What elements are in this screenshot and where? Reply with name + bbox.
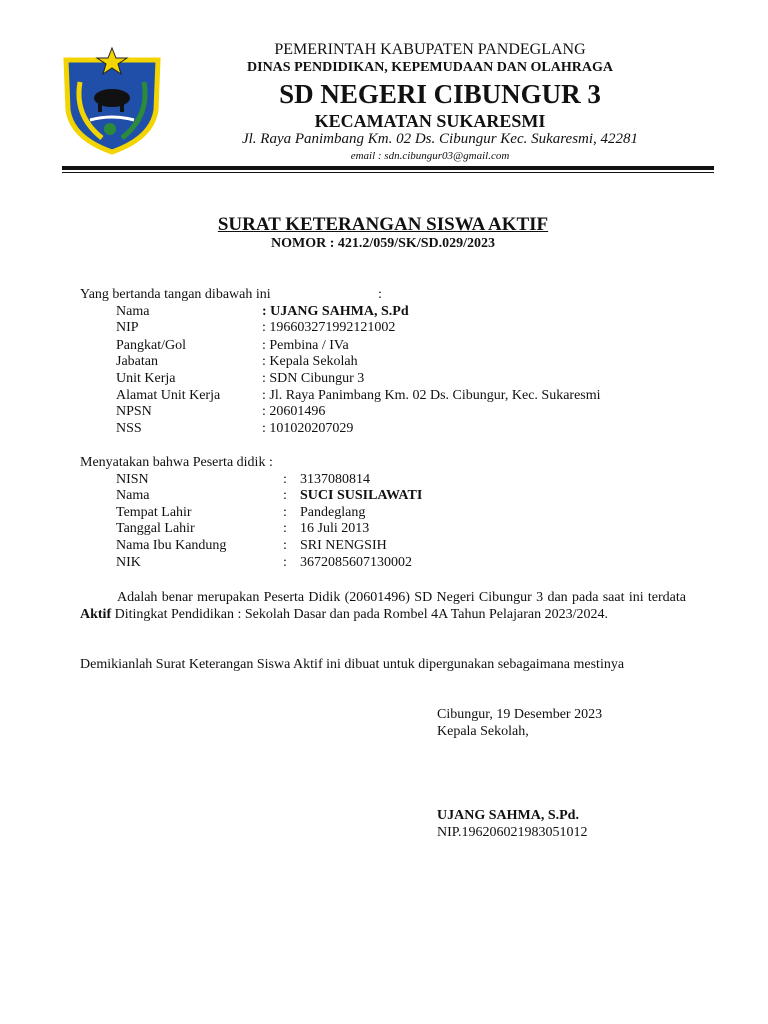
field-label: NIP — [116, 320, 139, 335]
statement-text-part1: Adalah benar merupakan Peserta Didik (20601496) SD Negeri Cibungur 3 dan pada saat ini terdata — [117, 590, 686, 605]
header-address: Jl. Raya Panimbang Km. 02 Ds. Cibungur Kec. Sukaresmi, 42281 — [241, 131, 639, 147]
header-email: email : sdn.cibungur03@gmail.com — [350, 150, 510, 162]
field-label: Nama — [116, 304, 150, 319]
field-colon: : — [283, 505, 287, 520]
field-colon: : — [283, 488, 287, 503]
field-label: Nama Ibu Kandung — [116, 538, 227, 553]
header-divider-thick — [62, 166, 714, 170]
field-colon: : — [283, 555, 287, 570]
field-label: NIK — [116, 555, 141, 570]
field-label: Unit Kerja — [116, 371, 176, 386]
letter-number: NOMOR : 421.2/059/SK/SD.029/2023 — [270, 236, 495, 251]
field-label: NISN — [116, 472, 149, 487]
field-value: 3672085607130002 — [300, 555, 412, 570]
header-divider-thin — [62, 172, 714, 173]
field-label: Jabatan — [116, 354, 158, 369]
field-label: NPSN — [116, 404, 152, 419]
field-label: Nama — [116, 488, 150, 503]
field-colon: : — [283, 521, 287, 536]
header-school-name: SD NEGERI CIBUNGUR 3 — [279, 79, 601, 109]
field-value: : 101020207029 — [262, 421, 354, 436]
header-department: DINAS PENDIDIKAN, KEPEMUDAAN DAN OLAHRAGA — [247, 60, 613, 75]
field-value: 3137080814 — [300, 472, 370, 487]
field-label: NSS — [116, 421, 142, 436]
closing-statement: Demikianlah Surat Keterangan Siswa Aktif ini dibuat untuk dipergunakan sebagaimana mestinya — [80, 657, 625, 672]
statement-paragraph — [80, 589, 686, 623]
field-colon: : — [283, 538, 287, 553]
header-government: PEMERINTAH KABUPATEN PANDEGLANG — [274, 41, 586, 58]
field-value: : Pembina / IVa — [262, 338, 349, 353]
field-value: Pandeglang — [300, 505, 366, 520]
field-value: : SDN Cibungur 3 — [262, 371, 365, 386]
signature-nip: NIP.196206021983051012 — [437, 825, 588, 840]
regency-emblem-logo — [62, 46, 162, 156]
field-value: : UJANG SAHMA, S.Pd — [262, 304, 409, 319]
signer-intro: Yang bertanda tangan dibawah ini — [80, 287, 271, 302]
field-value: SRI NENGSIH — [300, 538, 387, 553]
field-value: 16 Juli 2013 — [300, 521, 370, 536]
statement-text-part2: Ditingkat Pendidikan : Sekolah Dasar dan pada Rombel 4A Tahun Pelajaran 2023/2024. — [111, 607, 608, 622]
field-label: Tempat Lahir — [116, 505, 192, 520]
field-label: Tanggal Lahir — [116, 521, 195, 536]
field-value: : 20601496 — [262, 404, 326, 419]
field-value: SUCI SUSILAWATI — [300, 488, 423, 503]
signer-intro-colon: : — [378, 287, 382, 302]
field-label: Alamat Unit Kerja — [116, 388, 221, 403]
signature-name: UJANG SAHMA, S.Pd. — [437, 808, 579, 823]
field-value: : Jl. Raya Panimbang Km. 02 Ds. Cibungur, Kec. Sukaresmi — [262, 388, 601, 403]
letter-title: SURAT KETERANGAN SISWA AKTIF — [217, 214, 549, 235]
signature-position: Kepala Sekolah, — [437, 724, 529, 739]
field-value: : 196603271992121002 — [262, 320, 396, 335]
signature-place-date: Cibungur, 19 Desember 2023 — [437, 707, 603, 722]
student-intro: Menyatakan bahwa Peserta didik : — [80, 455, 273, 470]
field-value: : Kepala Sekolah — [262, 354, 358, 369]
field-label: Pangkat/Gol — [116, 338, 186, 353]
statement-status-active: Aktif — [80, 607, 112, 622]
header-district: KECAMATAN SUKARESMI — [314, 111, 546, 131]
field-colon: : — [283, 472, 287, 487]
